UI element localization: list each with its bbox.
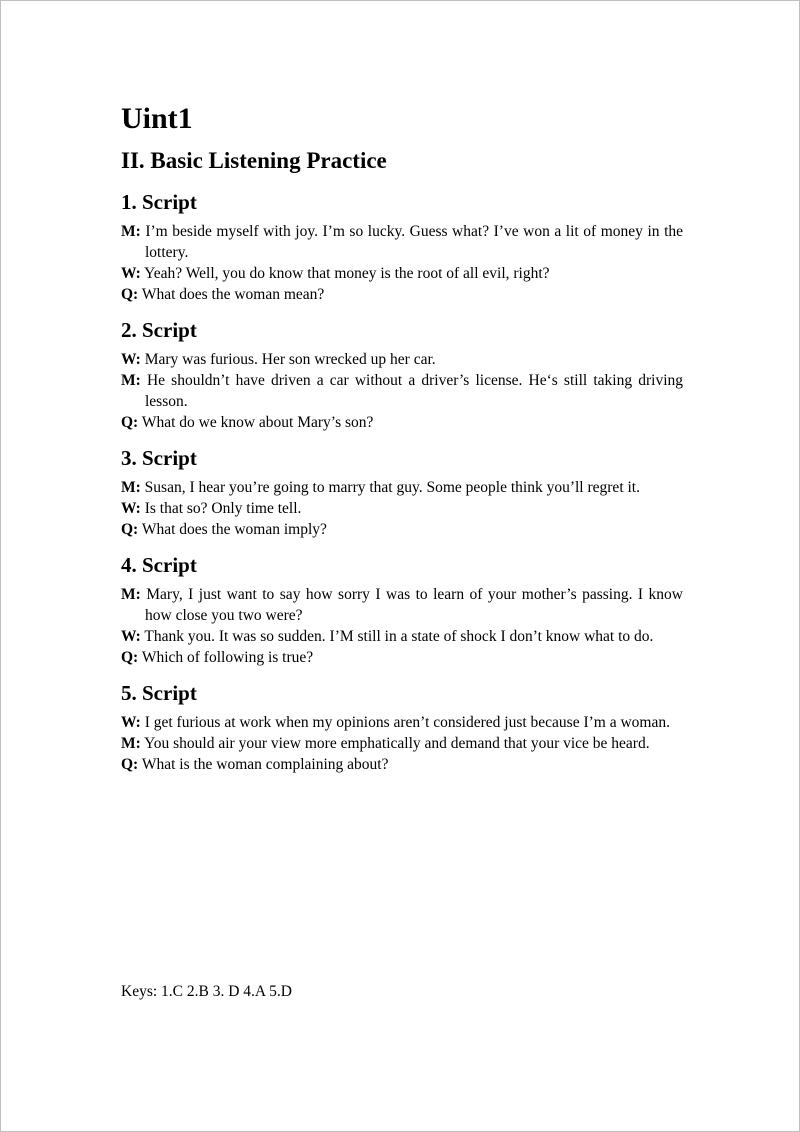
dialogue-line [121, 498, 683, 519]
section-heading: 3. Script [121, 446, 197, 470]
speaker-label: Q: [121, 649, 139, 666]
question-line [121, 754, 683, 775]
section-heading: 4. Script [121, 553, 197, 577]
dialogue-text: Mary, I just want to say how sorry I was to learn of your mother’s passing. I know how close you two were? [145, 586, 683, 624]
dialogue-line [121, 584, 683, 626]
speaker-label: W: [121, 628, 141, 645]
speaker-label: Q: [121, 286, 139, 303]
section-heading: 1. Script [121, 190, 197, 214]
script-section [121, 550, 683, 668]
question-line [121, 647, 683, 668]
speaker-label: W: [121, 714, 141, 731]
script-section [121, 678, 683, 775]
speaker-label: M: [121, 586, 141, 603]
speaker-label: Q: [121, 756, 139, 773]
dialogue-text: Susan, I hear you’re going to marry that guy. Some people think you’ll regret it. [144, 479, 640, 496]
document-title: Uint1 [121, 102, 193, 135]
dialogue-line [121, 349, 683, 370]
dialogue-text: I get furious at work when my opinions aren’t considered just because I’m a woman. [144, 714, 670, 731]
dialogue-line [121, 477, 683, 498]
dialogue-text: You should air your view more emphatically and demand that your vice be heard. [144, 735, 650, 752]
question-text: What is the woman complaining about? [141, 756, 389, 773]
question-line [121, 412, 683, 433]
dialogue-line [121, 712, 683, 733]
dialogue-text: Thank you. It was so sudden. I’M still in a state of shock I don’t know what to do. [144, 628, 654, 645]
dialogue-line [121, 221, 683, 263]
question-text: What do we know about Mary’s son? [141, 414, 374, 431]
section-heading: 5. Script [121, 681, 197, 705]
script-section [121, 187, 683, 305]
dialogue-line [121, 263, 683, 284]
section-heading: 2. Script [121, 318, 197, 342]
script-section [121, 443, 683, 540]
script-section [121, 315, 683, 433]
speaker-label: M: [121, 735, 141, 752]
dialogue-line [121, 370, 683, 412]
speaker-label: W: [121, 351, 141, 368]
dialogue-text: Is that so? Only time tell. [144, 500, 302, 517]
document-content [121, 101, 683, 775]
dialogue-line [121, 626, 683, 647]
question-text: What does the woman imply? [141, 521, 327, 538]
speaker-label: Q: [121, 521, 139, 538]
question-line [121, 284, 683, 305]
speaker-label: M: [121, 372, 141, 389]
answer-keys: Keys: 1.C 2.B 3. D 4.A 5.D [121, 983, 292, 1000]
dialogue-text: Yeah? Well, you do know that money is the root of all evil, right? [144, 265, 550, 282]
speaker-label: W: [121, 265, 141, 282]
speaker-label: M: [121, 223, 141, 240]
dialogue-text: He shouldn’t have driven a car without a driver’s license. He‘s still taking driving lesson. [145, 372, 684, 410]
speaker-label: W: [121, 500, 141, 517]
speaker-label: Q: [121, 414, 139, 431]
question-line [121, 519, 683, 540]
question-text: Which of following is true? [141, 649, 314, 666]
question-text: What does the woman mean? [141, 286, 325, 303]
dialogue-text: I’m beside myself with joy. I’m so lucky. Guess what? I’ve won a lit of money in the lottery. [145, 223, 684, 261]
dialogue-line [121, 733, 683, 754]
dialogue-text: Mary was furious. Her son wrecked up her car. [144, 351, 436, 368]
speaker-label: M: [121, 479, 141, 496]
document-subtitle: II. Basic Listening Practice [121, 148, 387, 173]
